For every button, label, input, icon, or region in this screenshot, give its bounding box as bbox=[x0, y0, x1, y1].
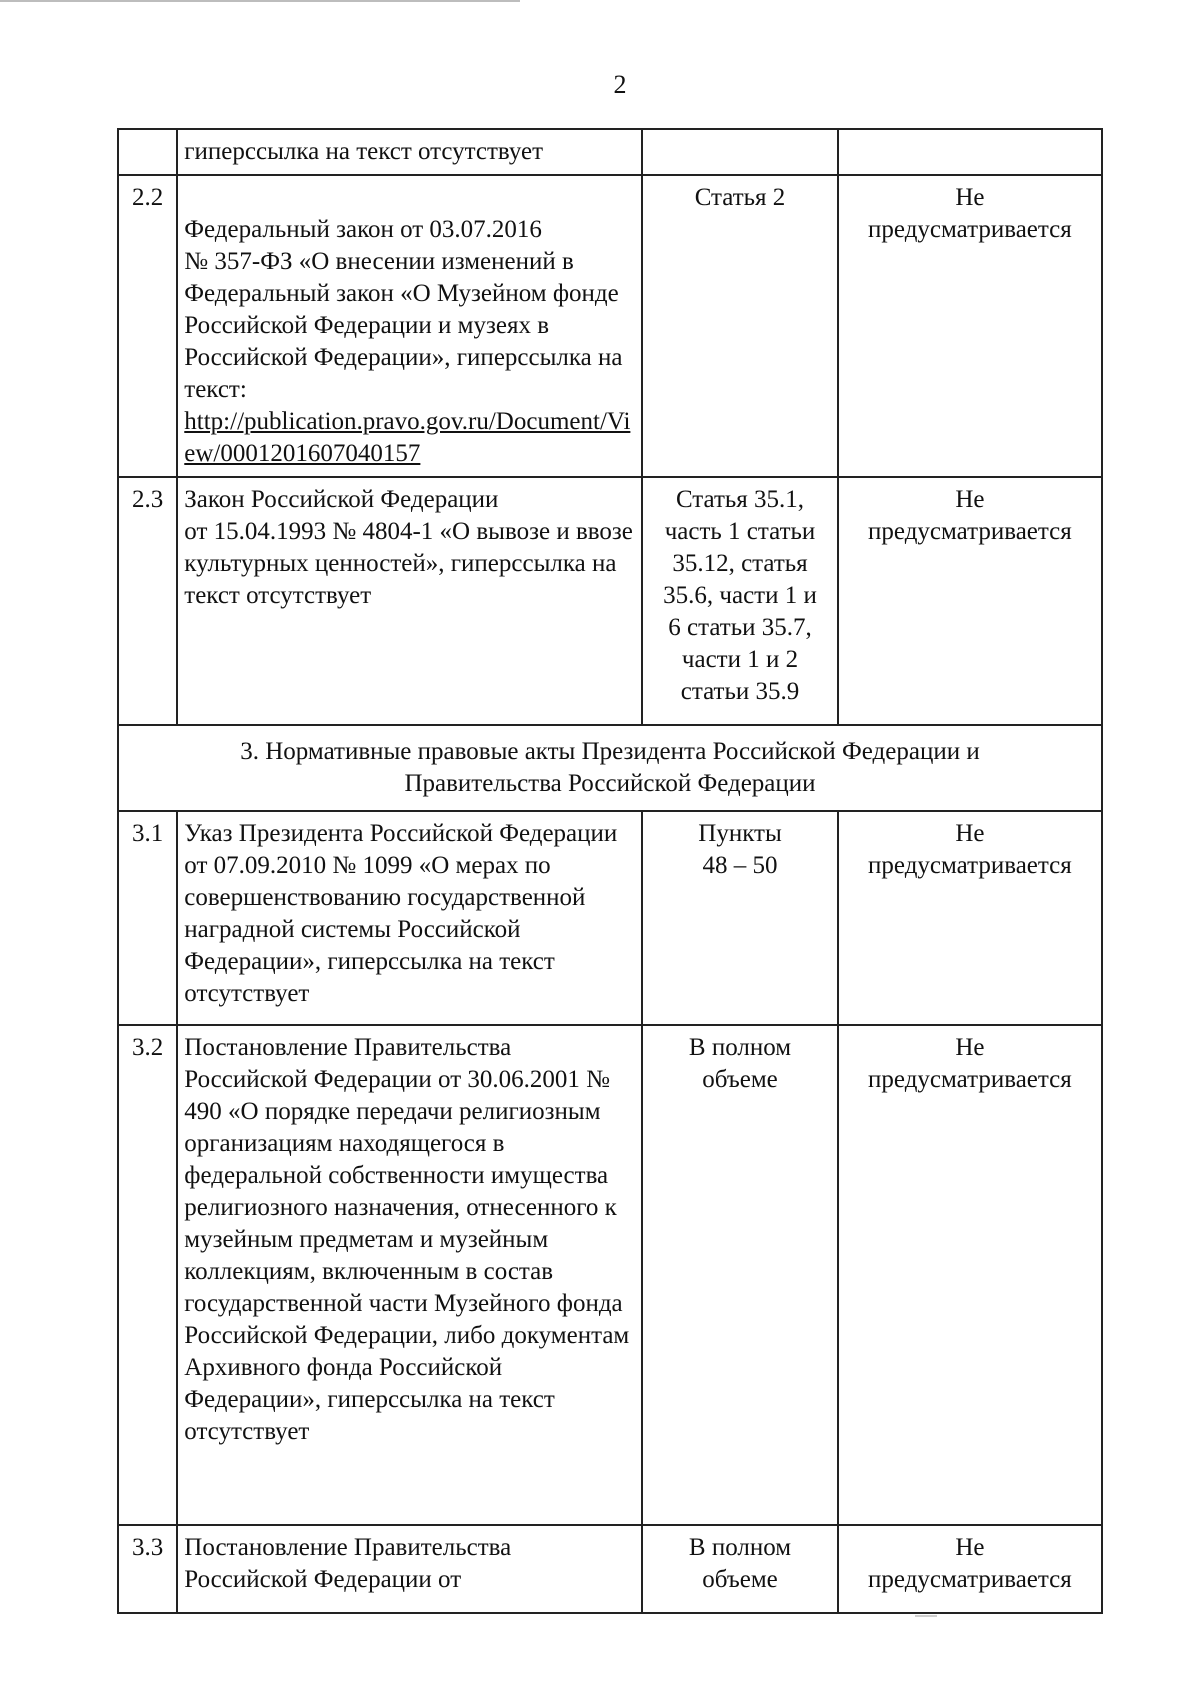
act-status: Не предусматривается bbox=[838, 1025, 1102, 1525]
table-row bbox=[118, 477, 1102, 725]
act-title: Указ Президента Российской Федерации от 07.09.2010 № 1099 «О мерах по совершенствованию государственной наградной системы Российской Федерации», гиперссылка на текст отсутствует bbox=[177, 811, 642, 1025]
act-status: Не предусматривается bbox=[838, 811, 1102, 1025]
table-row bbox=[118, 129, 1102, 175]
row-number: 2.3 bbox=[118, 477, 177, 725]
act-title: Постановление Правительства Российской Федерации от 30.06.2001 № 490 «О порядке передачи религиозным организациям находящегося в федеральной собственности имущества религиозного назначения, отнесенного к музейным предметам и музейным коллекциям, включенным в состав государственной части Музейного фонда Российской Федерации, либо документам Архивного фонда Российской Федерации», гиперссылка на текст отсутствует bbox=[177, 1025, 642, 1525]
act-hyperlink[interactable]: http://publication.pravo.gov.ru/Document/View/0001201607040157 bbox=[184, 408, 631, 467]
scan-artifact-mark bbox=[915, 1615, 937, 1617]
act-articles: Пункты 48 – 50 bbox=[642, 811, 838, 1025]
act-title: Постановление Правительства Российской Федерации от bbox=[177, 1525, 642, 1613]
table-row bbox=[118, 1525, 1102, 1613]
act-title: Закон Российской Федерации от 15.04.1993 № 4804-1 «О вывозе и ввозе культурных ценностей», гиперссылка на текст отсутствует bbox=[177, 477, 642, 725]
legal-acts-table bbox=[117, 128, 1103, 1614]
table-row bbox=[118, 1025, 1102, 1525]
row-number: 3.2 bbox=[118, 1025, 177, 1525]
row-number: 3.3 bbox=[118, 1525, 177, 1613]
act-title: Федеральный закон от 03.07.2016 № 357-ФЗ «О внесении изменений в Федеральный закон «О Музейном фонде Российской Федерации и музеях в Российской Федерации», гиперссылка на текст: bbox=[184, 216, 623, 403]
row-number: 2.2 bbox=[118, 175, 177, 477]
page-number: 2 bbox=[613, 70, 627, 99]
act-articles: Статья 35.1, часть 1 статьи 35.12, статья 35.6, части 1 и 6 статьи 35.7, части 1 и 2 статьи 35.9 bbox=[642, 477, 838, 725]
table-row bbox=[118, 811, 1102, 1025]
act-articles bbox=[642, 129, 838, 175]
act-status: Не предусматривается bbox=[838, 1525, 1102, 1613]
section-heading: 3. Нормативные правовые акты Президента Российской Федерации и Правительства Российской Федерации bbox=[118, 725, 1102, 811]
act-articles: В полном объеме bbox=[642, 1025, 838, 1525]
act-status bbox=[838, 129, 1102, 175]
section-header-row bbox=[118, 725, 1102, 811]
scan-edge-line bbox=[0, 0, 520, 2]
row-number: 3.1 bbox=[118, 811, 177, 1025]
act-status: Не предусматривается bbox=[838, 175, 1102, 477]
act-title-cell bbox=[177, 175, 642, 477]
act-title: гиперссылка на текст отсутствует bbox=[177, 129, 642, 175]
act-articles: Статья 2 bbox=[642, 175, 838, 477]
act-status: Не предусматривается bbox=[838, 477, 1102, 725]
table-row bbox=[118, 175, 1102, 477]
row-number bbox=[118, 129, 177, 175]
act-articles: В полном объеме bbox=[642, 1525, 838, 1613]
